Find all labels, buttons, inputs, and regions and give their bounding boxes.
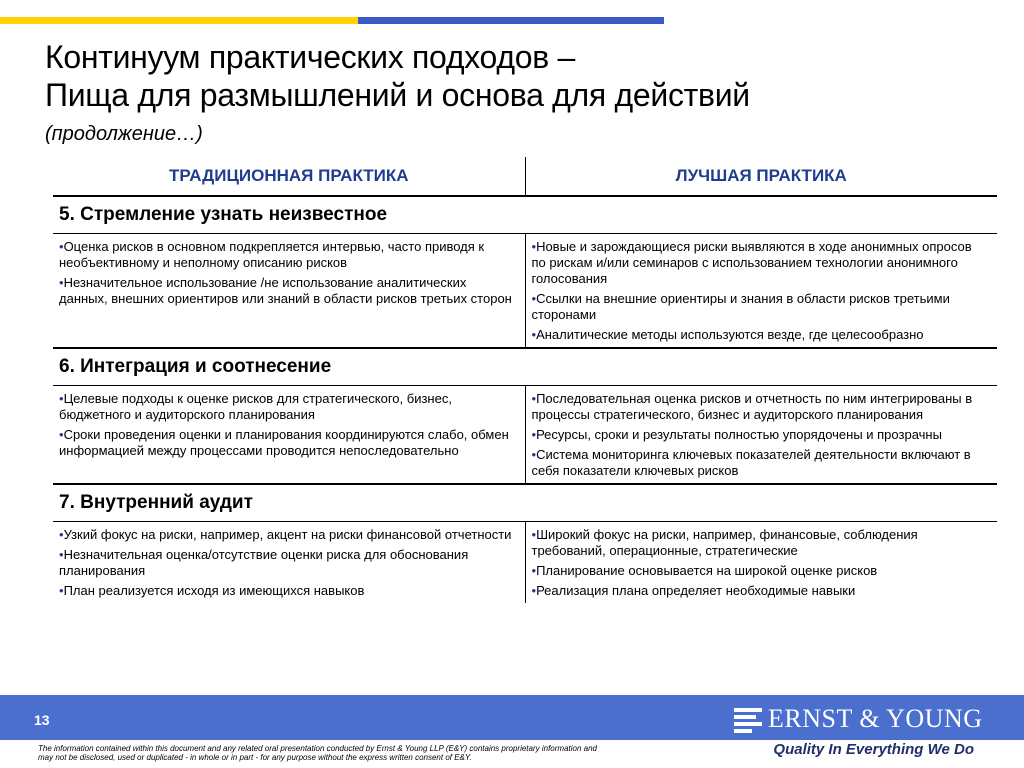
bullet-icon: • [531,327,537,342]
list-item-text: Оценка рисков в основном подкрепляется интервью, часто приводя к необъективному и неполному описанию рисков [59,239,485,270]
list-item [59,427,517,459]
list-item-text: Аналитические методы используются везде, где целесообразно [536,327,924,342]
list-item [532,583,990,599]
list-item-text: План реализуется исходя из имеющихся навыков [63,583,365,598]
column-header-best: ЛУЧШАЯ ПРАКТИКА [675,166,847,185]
list-item [59,239,517,271]
section-row [53,348,997,386]
list-item-text: Система мониторинга ключевых показателей деятельности включают в себя показатели ключевых рисков [531,447,971,478]
list-item [59,275,517,307]
list-item-text: Узкий фокус на риски, например, акцент на риски финансовой отчетности [63,527,512,542]
bullet-icon: • [59,583,64,598]
list-item [532,391,990,423]
page-number: 13 [34,712,50,728]
bullet-icon: • [531,563,537,578]
slide-title-line-2: Пища для размышлений и основа для действий [45,77,750,113]
section-row [53,196,997,234]
bullet-icon: • [531,527,537,542]
list-item [532,291,990,323]
bullet-icon: • [59,239,64,254]
section-row [53,484,997,522]
list-item-text: Сроки проведения оценки и планирования координируются слабо, обмен информацией между процессами проводится непоследовательно [59,427,509,458]
section-title: 5. Стремление узнать неизвестное [53,196,997,234]
bullet-icon: • [531,427,537,442]
traditional-cell [53,234,525,349]
bullet-icon: • [531,447,537,462]
best-practice-cell [525,234,997,349]
list-item-text: Широкий фокус на риски, например, финансовые, соблюдения требований, операционные, стратегические [531,527,918,558]
slide-title [45,38,750,114]
list-item-text: Новые и зарождающиеся риски выявляются в ходе анонимных опросов по рискам и/или семинаров с использованием технологии анонимного голосования [531,239,972,286]
legal-disclaimer: The information contained within this document and any related oral presentation conducted by Ernst & Young LLP (E&Y) contains proprietary information and may not be disclosed, used or duplicated - in whole or in part - for any purpose without the express written consent of E&Y. [38,744,597,762]
slide-title-line-1: Континуум практических подходов – [45,39,575,75]
bullet-icon: • [531,239,537,254]
bullet-icon: • [59,527,64,542]
list-item-text: Ссылки на внешние ориентиры и знания в области рисков третьими сторонами [531,291,950,322]
list-item [59,527,517,543]
list-item [532,447,990,479]
traditional-cell [53,386,525,485]
section-title: 7. Внутренний аудит [53,484,997,522]
list-item [532,239,990,287]
logo-text: ERNST & YOUNG [768,704,983,733]
section-title: 6. Интеграция и соотнесение [53,348,997,386]
table-row [53,522,997,604]
company-logo [734,702,983,736]
bullet-icon: • [531,583,537,598]
bullet-icon: • [59,427,64,442]
ey-logo-icon [734,706,762,732]
list-item-text: Реализация плана определяет необходимые навыки [536,583,856,598]
table-row [53,386,997,485]
list-item-text: Ресурсы, сроки и результаты полностью упорядочены и прозрачны [536,427,942,442]
list-item [59,583,517,599]
list-item [532,327,990,343]
best-practice-cell [525,386,997,485]
list-item [532,427,990,443]
table-row [53,234,997,349]
slide-subtitle: (продолжение…) [45,123,203,145]
bullet-icon: • [531,291,537,306]
list-item [532,563,990,579]
list-item [59,547,517,579]
bullet-icon: • [59,547,64,562]
accent-bar-yellow [0,17,358,24]
list-item-text: Планирование основывается на широкой оценке рисков [536,563,878,578]
best-practice-cell [525,522,997,604]
list-item-text: Незначительная оценка/отсутствие оценки риска для обоснования планирования [59,547,469,578]
list-item-text: Незначительное использование /не использование аналитических данных, внешних ориентиров или знаний в области рисков третьих сторон [59,275,512,306]
bullet-icon: • [59,391,64,406]
bullet-icon: • [531,391,537,406]
traditional-cell [53,522,525,604]
list-item [532,527,990,559]
bullet-icon: • [59,275,64,290]
list-item-text: Последовательная оценка рисков и отчетность по ним интегрированы в процессы стратегического, бизнес и аудиторского планирования [531,391,973,422]
company-tagline: Quality In Everything We Do [773,741,974,758]
list-item-text: Целевые подходы к оценке рисков для стратегического, бизнес, бюджетного и аудиторского планирования [59,391,452,422]
table-header-row [53,157,997,196]
accent-bar-blue [358,17,664,24]
column-header-traditional: ТРАДИЦИОННАЯ ПРАКТИКА [53,157,525,196]
list-item [59,391,517,423]
practice-comparison-table [53,157,997,603]
